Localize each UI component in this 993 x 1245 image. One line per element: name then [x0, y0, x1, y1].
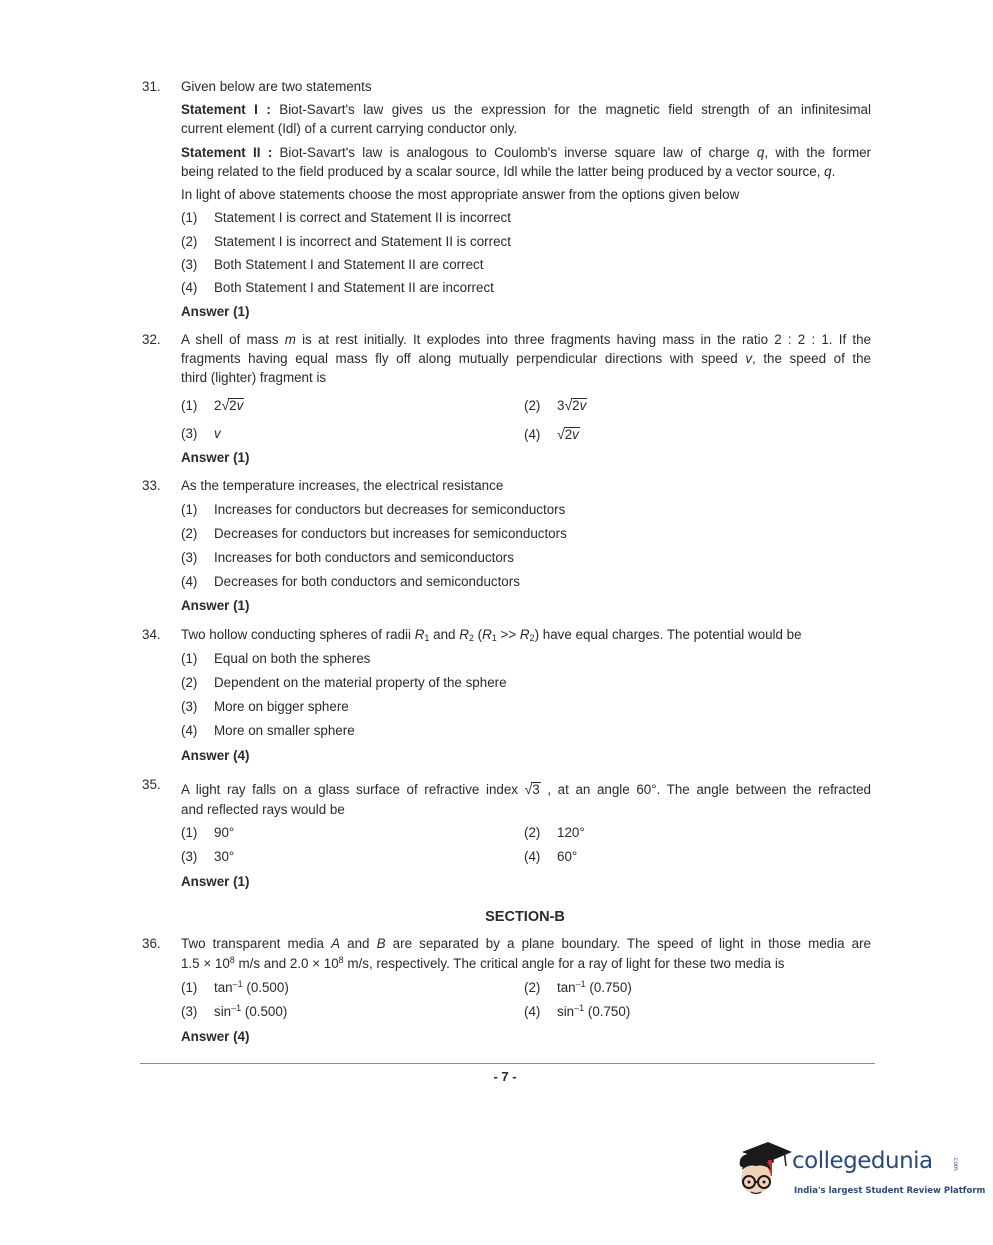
statement-2-line-1: Statement II : Biot-Savart's law is analogous to Coulomb's inverse square law of charge q, with the former [181, 145, 872, 160]
option-4: (4) Both Statement I and Statement II are incorrect [181, 280, 494, 295]
section-heading: SECTION-B [485, 909, 565, 925]
option-2: (2) Statement I is incorrect and Statement II is correct [181, 234, 511, 249]
question-intro: Given below are two statements [181, 79, 372, 94]
option-1: (1) Increases for conductors but decreases for semiconductors [181, 502, 566, 517]
footer-divider [140, 1063, 875, 1064]
option-3: (3) $\sin^{-1} (0.500)$ [181, 1003, 288, 1019]
question-number: 33. [142, 478, 161, 493]
option-4: (4) √2v [524, 426, 579, 442]
question-line-2: $1.5 \times 10^8$ m/s and $2.0 \times 10^8$ m/s, respectively. The critical angle for a ray of light for these two media is [181, 955, 785, 971]
statement-2-line-2: being related to the field produced by a scalar source, Idl while the latter being produced by a vector source, q. [181, 164, 836, 179]
question-line-1: A shell of mass m is at rest initially. It explodes into three fragments having mass in the ratio 2 : 2 : 1. If the [181, 332, 871, 347]
page-number: - 7 - [493, 1069, 517, 1084]
option-2: (2) 120° [524, 825, 585, 840]
question-line-2: fragments having equal mass fly off along mutually perpendicular directions with speed v, the speed of the [181, 351, 871, 366]
statement-2-label: Statement II : [181, 145, 273, 160]
answer: Answer (1) [181, 598, 250, 613]
statement-1-label: Statement I : [181, 102, 271, 117]
answer: Answer (1) [181, 450, 250, 465]
option-2: (2) 3√2v [524, 397, 587, 413]
option-1: (1) $\tan^{-1} (0.500)$ [181, 979, 289, 995]
question-number: 34. [142, 627, 161, 642]
question-line-3: third (lighter) fragment is [181, 370, 327, 385]
option-1: (1) 2√2v [181, 397, 244, 413]
question-number: 32. [142, 332, 161, 347]
question-number: 36. [142, 936, 161, 951]
option-1: (1) Equal on both the spheres [181, 651, 371, 666]
answer: Answer (1) [181, 874, 250, 889]
logo-tagline: India's largest Student Review Platform [794, 1186, 986, 1196]
question-line-1: Two transparent media A and B are separated by a plane boundary. The speed of light in those media are [181, 936, 871, 951]
option-4: (4) 60° [524, 849, 578, 864]
question-stem: As the temperature increases, the electrical resistance [181, 478, 504, 493]
question-prompt: In light of above statements choose the most appropriate answer from the options given below [181, 187, 740, 202]
student-mascot-icon [734, 1138, 794, 1208]
logo-wordmark: collegedunia [792, 1148, 933, 1174]
question-stem: Two hollow conducting spheres of radii $R_1$ and $R_2$ $(R_1 >> R_2)$ have equal charges. The potential would be [181, 627, 802, 643]
option-4: (4) More on smaller sphere [181, 723, 355, 738]
statement-1-line-1: Statement I : Biot-Savart's law gives us the expression for the magnetic field strength of an infinitesimal [181, 102, 871, 117]
option-3: (3) More on bigger sphere [181, 699, 349, 714]
option-2: (2) $\tan^{-1} (0.750)$ [524, 979, 632, 995]
option-2: (2) Dependent on the material property of the sphere [181, 675, 507, 690]
option-4: (4) $\sin^{-1} (0.750)$ [524, 1003, 631, 1019]
question-line-2: and reflected rays would be [181, 802, 345, 817]
option-3: (3) v [181, 426, 221, 441]
option-1: (1) 90° [181, 825, 235, 840]
option-3: (3) Both Statement I and Statement II are correct [181, 257, 484, 272]
statement-1-line-2: current element (Idl) of a current carrying conductor only. [181, 121, 518, 136]
question-number: 31. [142, 79, 161, 94]
option-1: (1) Statement I is correct and Statement II is incorrect [181, 210, 511, 225]
option-3: (3) 30° [181, 849, 235, 864]
logo-domain: .com [952, 1156, 959, 1171]
option-4: (4) Decreases for both conductors and semiconductors [181, 574, 520, 589]
question-number: 35. [142, 777, 161, 792]
collegedunia-logo[interactable] [734, 1138, 986, 1208]
answer: Answer (1) [181, 304, 250, 319]
answer: Answer (4) [181, 1029, 250, 1044]
question-line-1: A light ray falls on a glass surface of refractive index √3 , at an angle 60°. The angle between the refracted [181, 781, 872, 797]
option-3: (3) Increases for both conductors and semiconductors [181, 550, 514, 565]
answer: Answer (4) [181, 748, 250, 763]
option-2: (2) Decreases for conductors but increases for semiconductors [181, 526, 567, 541]
